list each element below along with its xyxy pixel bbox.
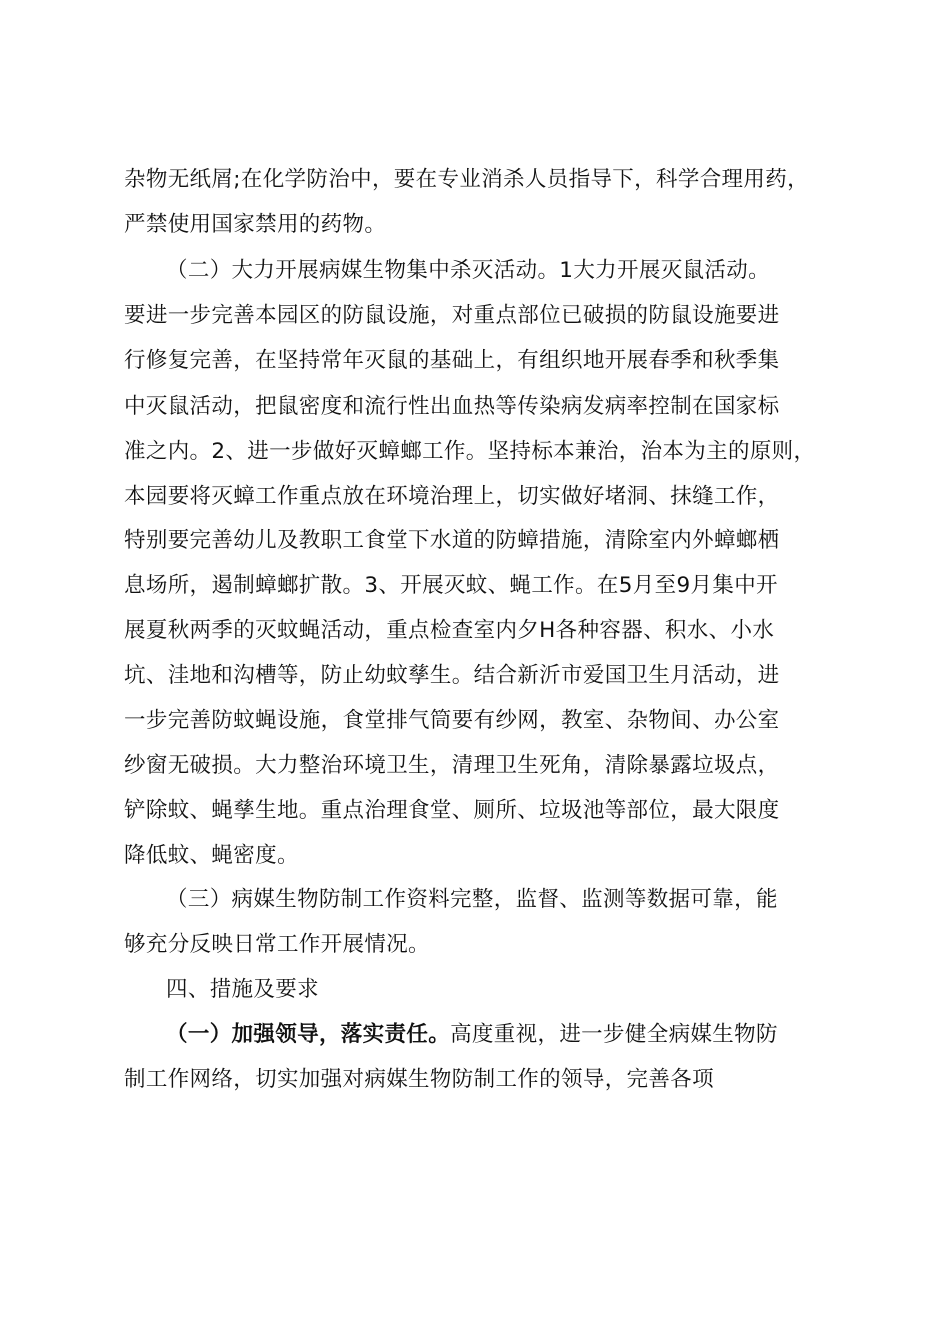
text-line: 纱窗无破损。大力整治环境卫生，清理卫生死角，清除暴露垃圾点， [124, 753, 780, 778]
text-line: 坑、洼地和沟槽等，防止幼蚊孳生。结合新沂市爱国卫生月活动，进 [124, 663, 780, 688]
subsection-text: 高度重视，进一步健全病媒生物防 [450, 1022, 778, 1047]
text-line: 行修复完善，在坚持常年灭鼠的基础上，有组织地开展春季和秋季集 [124, 348, 780, 373]
text-line: 杂物无纸屑;在化学防治中，要在专业消杀人员指导下，科学合理用药， [124, 167, 809, 192]
text-line: 铲除蚊、蝇孳生地。重点治理食堂、厕所、垃圾池等部位，最大限度 [124, 798, 780, 823]
section-title: 四、措施及要求 [166, 977, 319, 1002]
section-heading-line: （二）大力开展病媒生物集中杀灭活动。1大力开展灭鼠活动。 [166, 258, 770, 283]
text-line: 准之内。2、进一步做好灭蟑螂工作。坚持标本兼治，治本为主的原则， [124, 439, 816, 464]
text-line: 本园要将灭蟑工作重点放在环境治理上，切实做好堵洞、抹缝工作， [124, 484, 780, 509]
subsection-bold-lead: （一）加强领导，落实责任。 [166, 1022, 451, 1047]
text-line: 严禁使用国家禁用的药物。 [124, 212, 387, 237]
text-line: 息场所，遏制蟑螂扩散。3、开展灭蚊、蝇工作。在5月至9月集中开 [124, 573, 778, 598]
text-line: 中灭鼠活动，把鼠密度和流行性出血热等传染病发病率控制在国家标 [124, 394, 780, 419]
subsection-line [166, 1020, 778, 1050]
text-line: 够充分反映日常工作开展情况。 [124, 932, 430, 957]
section-heading-line: （三）病媒生物防制工作资料完整，监督、监测等数据可靠，能 [166, 887, 778, 912]
text-line: 展夏秋两季的灭蚊蝇活动，重点检查室内夕H各种容器、积水、小水 [124, 618, 775, 643]
text-line: 一步完善防蚊蝇设施，食堂排气筒要有纱网，教室、杂物间、办公室 [124, 708, 780, 733]
text-line: 特别要完善幼儿及教职工食堂下水道的防蟑措施，清除室内外蟑螂栖 [124, 528, 780, 553]
text-line: 要进一步完善本园区的防鼠设施，对重点部位已破损的防鼠设施要进 [124, 303, 780, 328]
text-line: 降低蚊、蝇密度。 [124, 843, 299, 868]
text-line: 制工作网络，切实加强对病媒生物防制工作的领导，完善各项 [124, 1067, 714, 1092]
